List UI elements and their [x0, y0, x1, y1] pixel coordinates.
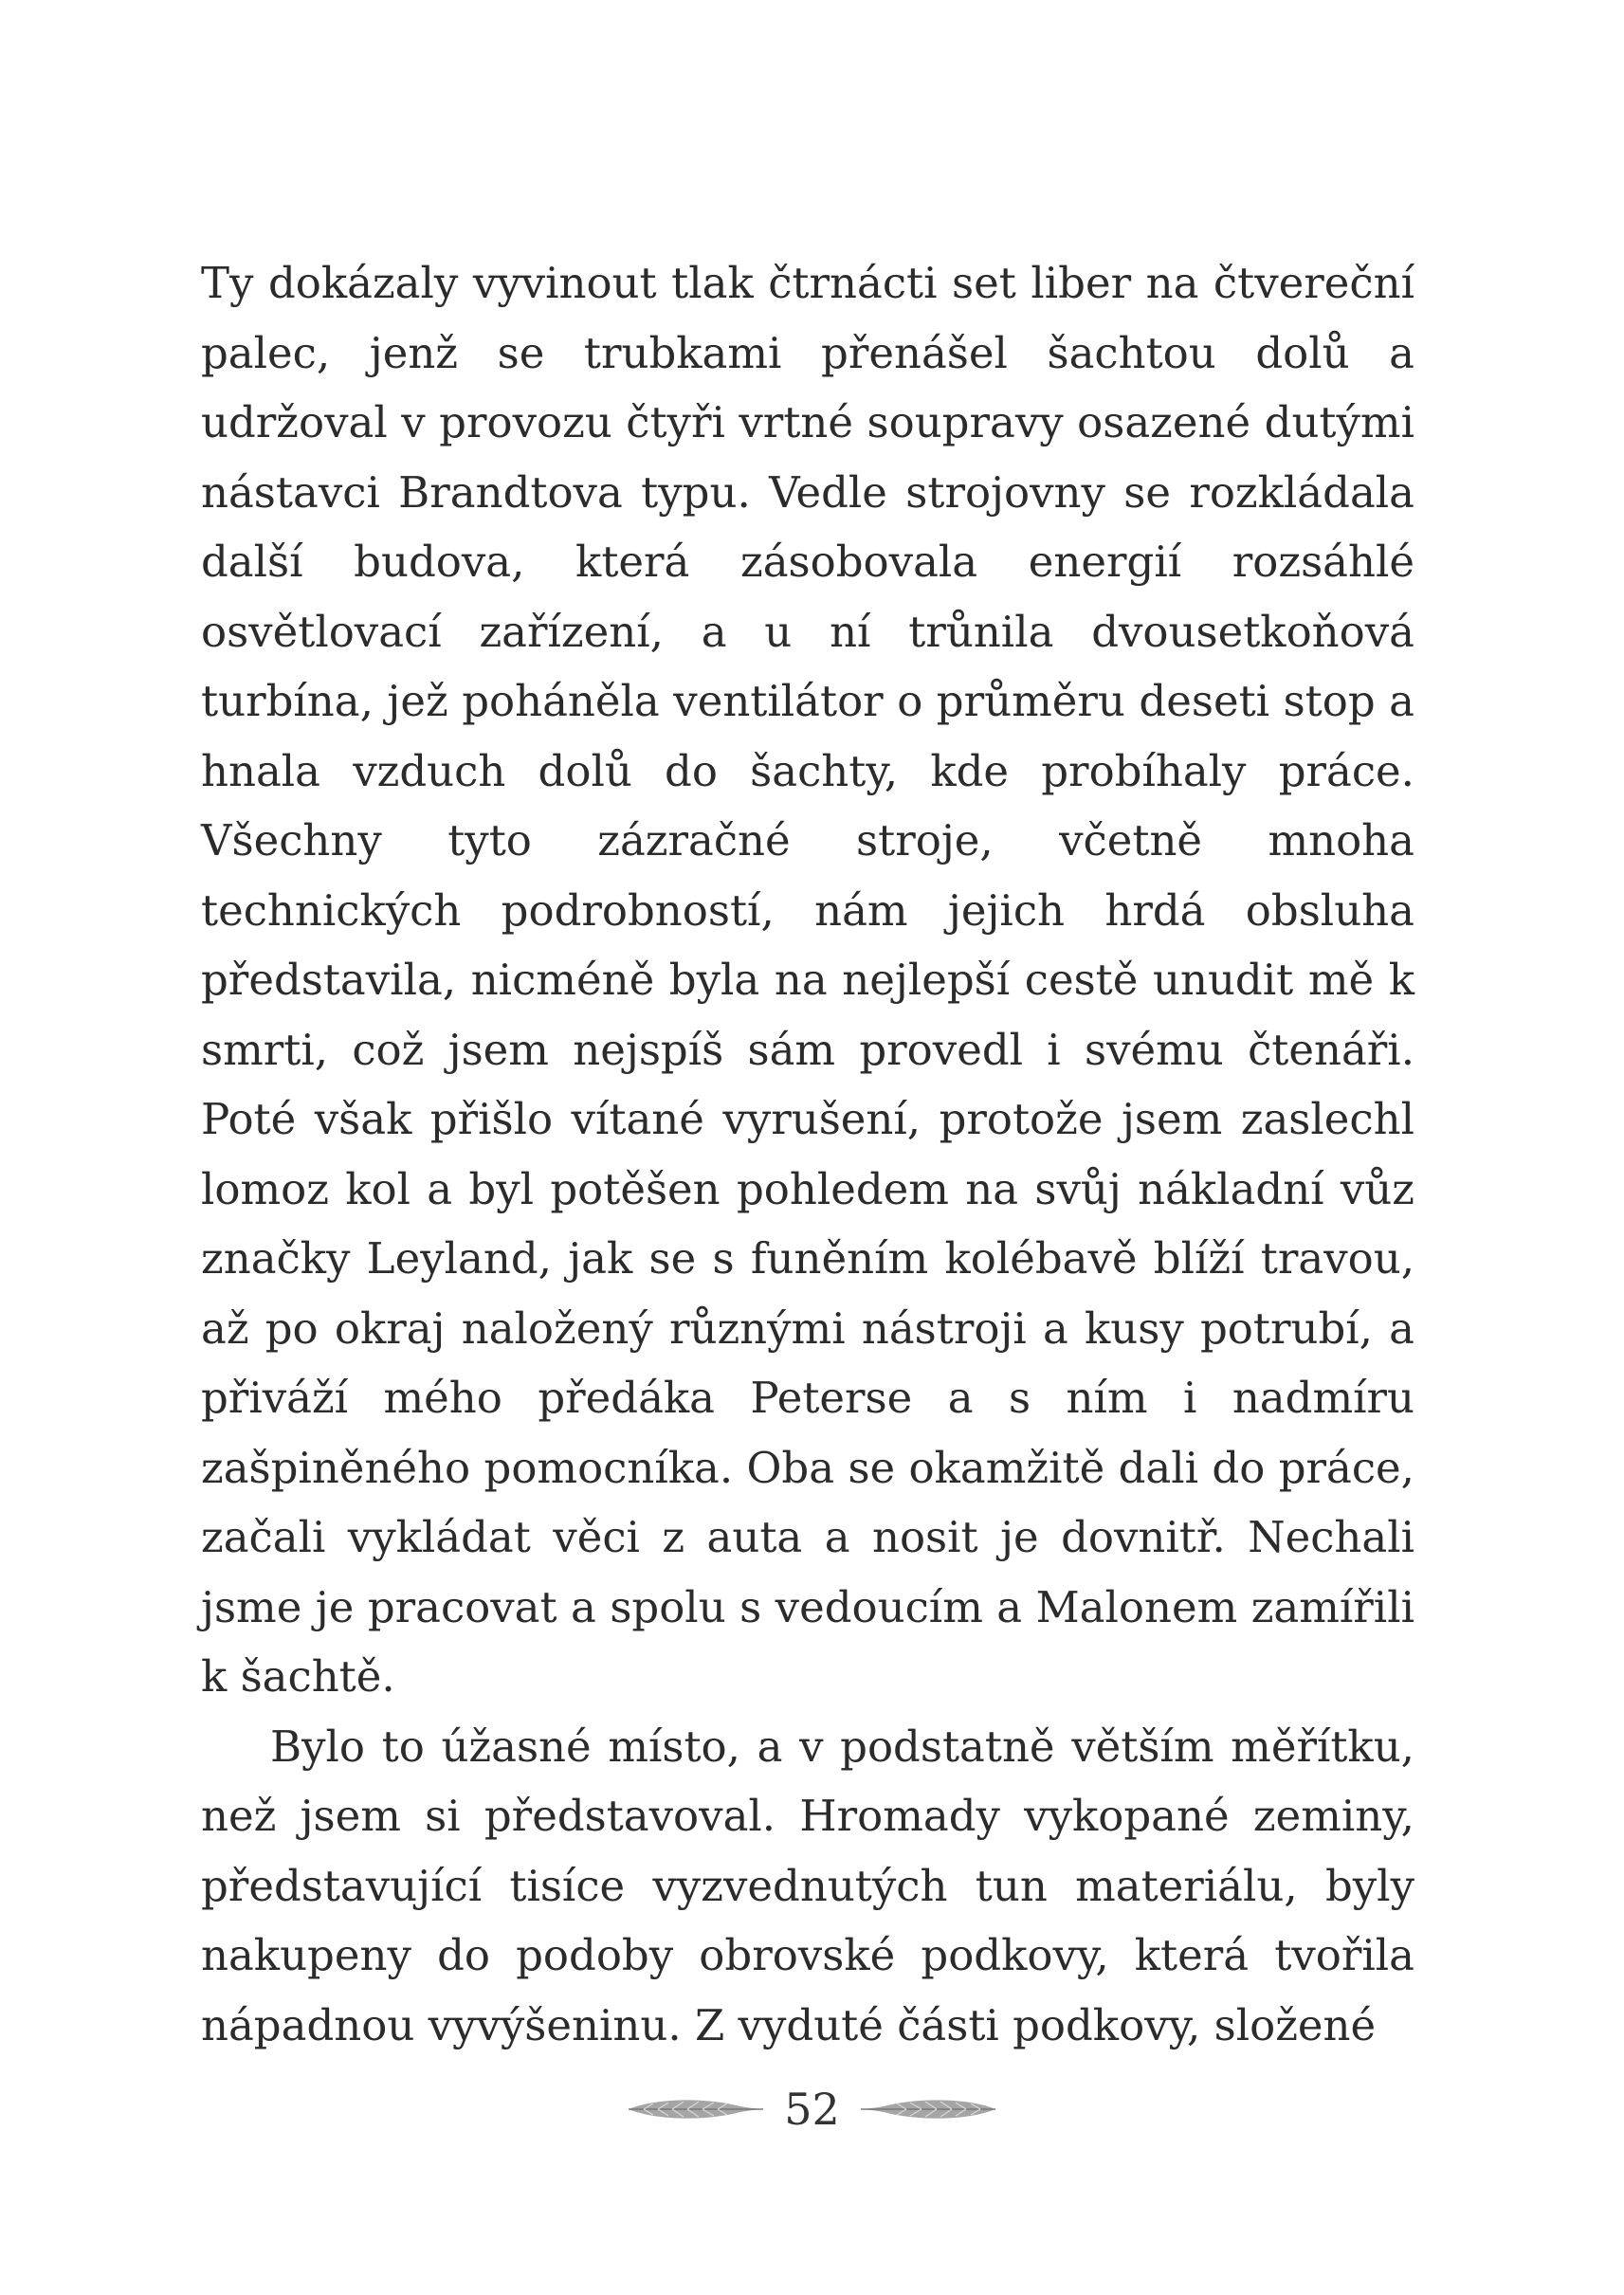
feather-right-icon: [857, 2095, 999, 2123]
paragraph-2: Bylo to úžasné místo, a v podstatně větším měřítku, než jsem si představoval. Hromady vykopané zeminy, představující tisíce vyzvednutých tun materiálu, byly nakupeny do podoby obrovské podkovy, která tvořila nápadnou vyvýšeninu. Z vyduté části podkovy, složené: [201, 1721, 1414, 2050]
page-footer: [0, 2076, 1624, 2142]
paragraph-1: Ty dokázaly vyvinout tlak čtrnácti set liber na čtvereční palec, jenž se trubkami přenášel šachtou dolů a udržoval v provozu čtyři vrtné soupravy osazené dutými nástavci Brandtova typu. Vedle strojovny se rozkládala další budova, která zásobovala energií rozsáhlé osvětlovací zařízení, a u ní trůnila dvousetkoňová turbína, jež poháněla ventilátor o průměru deseti stop a hnala vzduch dolů do šachty, kde probíhaly práce. Všechny tyto zázračné stroje, včetně mnoha technických podrobností, nám jejich hrdá obsluha představila, nicméně byla na nejlepší cestě unudit mě k smrti, což jsem nejspíš sám provedl i svému čtenáři. Poté však přišlo vítané vyrušení, protože jsem zaslechl lomoz kol a byl potěšen pohledem na svůj nákladní vůz značky Leyland, jak se s funěním kolébavě blíží travou, až po okraj naložený různými nástroji a kusy potrubí, a přiváží mého předáka Peterse a s ním i nadmíru zašpiněného pomocníka. Oba se okamžitě dali do práce, začali vykládat věci z auta a nosit je dovnitř. Nechali jsme je pracovat a spolu s vedoucím a Malonem zamířili k šachtě.: [201, 258, 1414, 1702]
feather-left-icon: [625, 2095, 767, 2123]
page-number: 52: [784, 2084, 840, 2135]
body-text: [201, 248, 1414, 2060]
